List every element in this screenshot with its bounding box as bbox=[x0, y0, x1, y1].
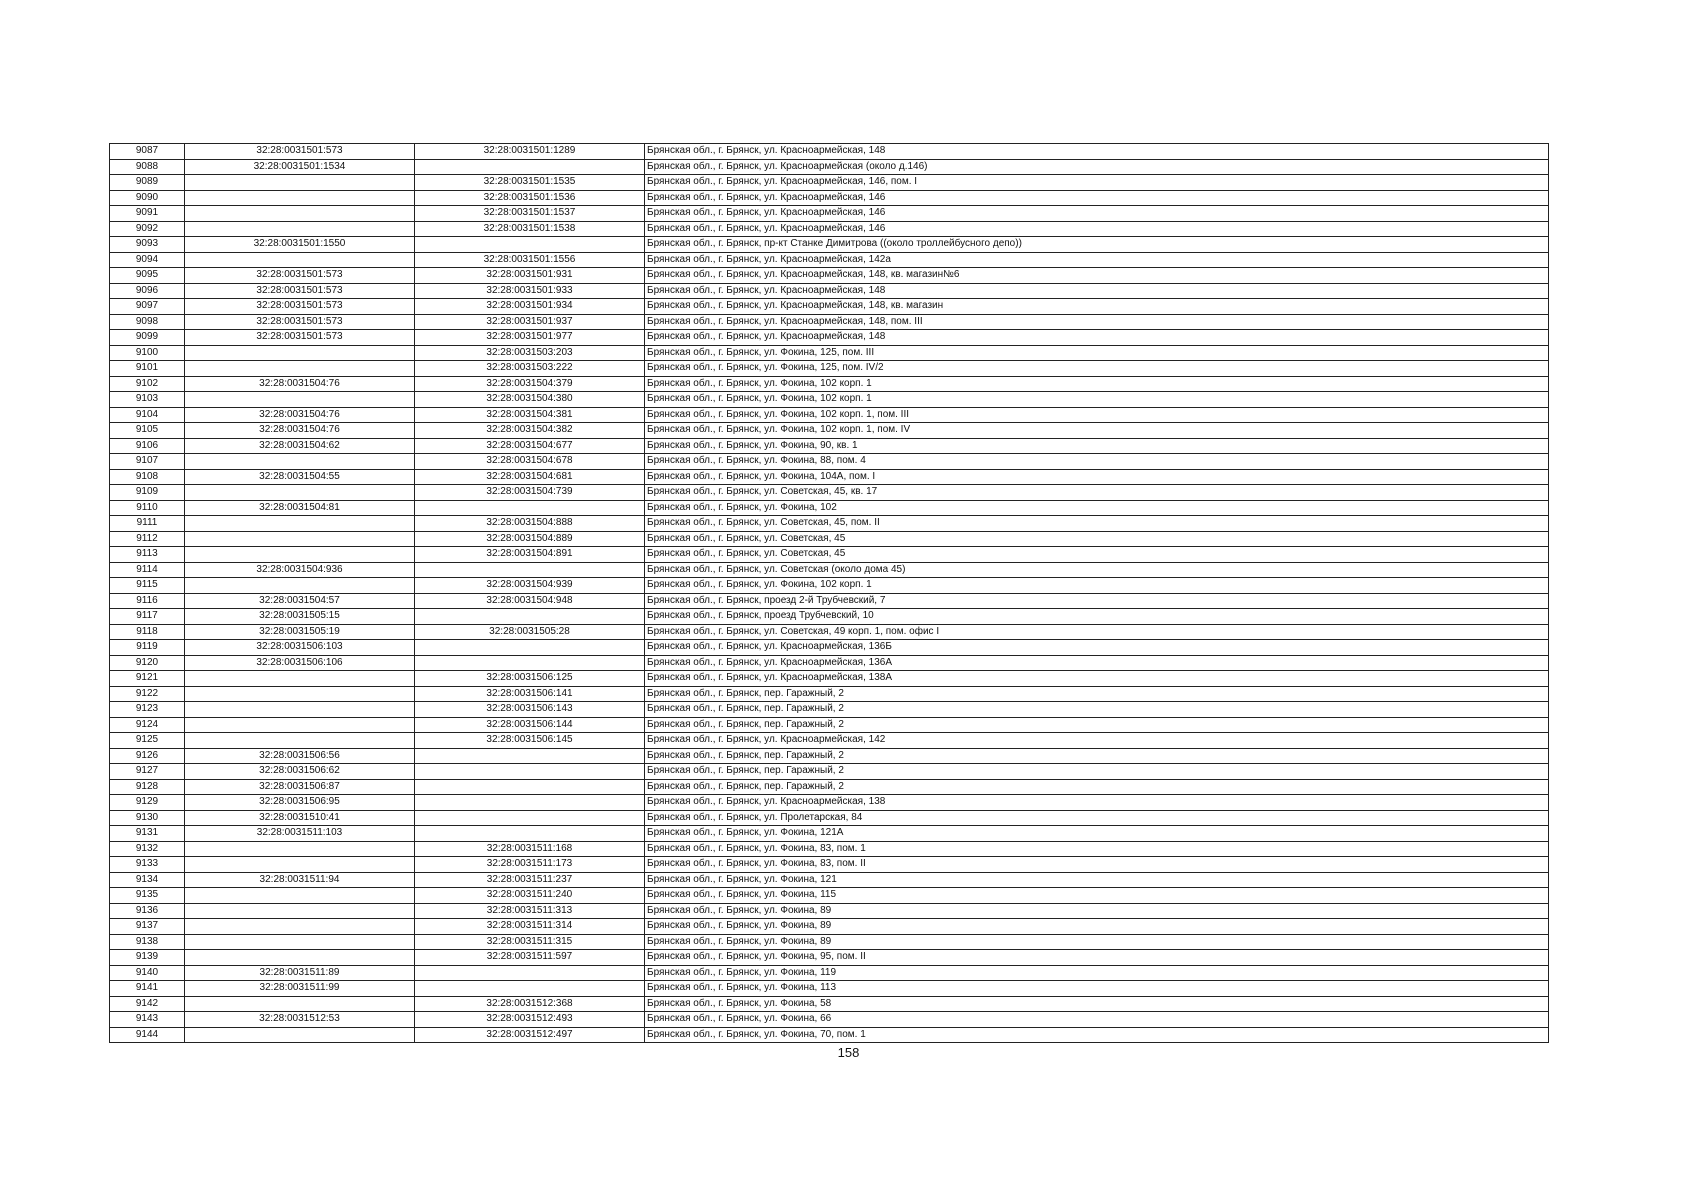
object-cadastral-cell: 32:28:0031504:891 bbox=[415, 547, 645, 563]
row-number-cell: 9120 bbox=[110, 655, 185, 671]
land-plot-cadastral-cell: 32:28:0031506:62 bbox=[185, 764, 415, 780]
table-row bbox=[110, 1027, 1549, 1043]
address-cell: Брянская обл., г. Брянск, ул. Красноармейская, 148, пом. III bbox=[645, 314, 1549, 330]
table-row bbox=[110, 252, 1549, 268]
address-cell: Брянская обл., г. Брянск, ул. Красноармейская, 148 bbox=[645, 144, 1549, 160]
address-cell: Брянская обл., г. Брянск, ул. Красноармейская, 148, кв. магазин bbox=[645, 299, 1549, 315]
table-row bbox=[110, 175, 1549, 191]
row-number-cell: 9089 bbox=[110, 175, 185, 191]
land-plot-cadastral-cell bbox=[185, 841, 415, 857]
object-cadastral-cell: 32:28:0031506:143 bbox=[415, 702, 645, 718]
row-number-cell: 9099 bbox=[110, 330, 185, 346]
address-cell: Брянская обл., г. Брянск, пер. Гаражный, 2 bbox=[645, 717, 1549, 733]
address-cell: Брянская обл., г. Брянск, ул. Фокина, 66 bbox=[645, 1012, 1549, 1028]
row-number-cell: 9136 bbox=[110, 903, 185, 919]
land-plot-cadastral-cell bbox=[185, 485, 415, 501]
row-number-cell: 9090 bbox=[110, 190, 185, 206]
table-row bbox=[110, 748, 1549, 764]
row-number-cell: 9131 bbox=[110, 826, 185, 842]
table-row bbox=[110, 826, 1549, 842]
object-cadastral-cell bbox=[415, 655, 645, 671]
table-row bbox=[110, 159, 1549, 175]
table-row bbox=[110, 1012, 1549, 1028]
table-row bbox=[110, 268, 1549, 284]
address-cell: Брянская обл., г. Брянск, ул. Фокина, 89 bbox=[645, 919, 1549, 935]
row-number-cell: 9117 bbox=[110, 609, 185, 625]
address-cell: Брянская обл., г. Брянск, пер. Гаражный, 2 bbox=[645, 702, 1549, 718]
address-cell: Брянская обл., г. Брянск, ул. Фокина, 102 корп. 1 bbox=[645, 376, 1549, 392]
object-cadastral-cell bbox=[415, 237, 645, 253]
address-cell: Брянская обл., г. Брянск, ул. Фокина, 102 корп. 1, пом. IV bbox=[645, 423, 1549, 439]
land-plot-cadastral-cell: 32:28:0031501:573 bbox=[185, 283, 415, 299]
row-number-cell: 9091 bbox=[110, 206, 185, 222]
row-number-cell: 9143 bbox=[110, 1012, 185, 1028]
address-cell: Брянская обл., г. Брянск, ул. Красноармейская, 138 bbox=[645, 795, 1549, 811]
row-number-cell: 9133 bbox=[110, 857, 185, 873]
object-cadastral-cell bbox=[415, 810, 645, 826]
object-cadastral-cell: 32:28:0031511:313 bbox=[415, 903, 645, 919]
object-cadastral-cell bbox=[415, 795, 645, 811]
land-plot-cadastral-cell bbox=[185, 392, 415, 408]
land-plot-cadastral-cell bbox=[185, 671, 415, 687]
object-cadastral-cell: 32:28:0031511:168 bbox=[415, 841, 645, 857]
table-row bbox=[110, 795, 1549, 811]
object-cadastral-cell: 32:28:0031504:677 bbox=[415, 438, 645, 454]
land-plot-cadastral-cell bbox=[185, 578, 415, 594]
table-row bbox=[110, 407, 1549, 423]
address-cell: Брянская обл., г. Брянск, ул. Фокина, 121А bbox=[645, 826, 1549, 842]
row-number-cell: 9088 bbox=[110, 159, 185, 175]
address-cell: Брянская обл., г. Брянск, ул. Фокина, 83, пом. 1 bbox=[645, 841, 1549, 857]
address-cell: Брянская обл., г. Брянск, ул. Фокина, 104А, пом. I bbox=[645, 469, 1549, 485]
land-plot-cadastral-cell bbox=[185, 950, 415, 966]
address-cell: Брянская обл., г. Брянск, ул. Красноармейская, 146 bbox=[645, 221, 1549, 237]
object-cadastral-cell: 32:28:0031504:939 bbox=[415, 578, 645, 594]
object-cadastral-cell: 32:28:0031501:933 bbox=[415, 283, 645, 299]
table-row bbox=[110, 562, 1549, 578]
row-number-cell: 9134 bbox=[110, 872, 185, 888]
land-plot-cadastral-cell bbox=[185, 516, 415, 532]
table-row bbox=[110, 981, 1549, 997]
address-cell: Брянская обл., г. Брянск, ул. Советская, 49 корп. 1, пом. офис I bbox=[645, 624, 1549, 640]
table-row bbox=[110, 903, 1549, 919]
object-cadastral-cell: 32:28:0031501:937 bbox=[415, 314, 645, 330]
table-row bbox=[110, 872, 1549, 888]
land-plot-cadastral-cell bbox=[185, 717, 415, 733]
table-body bbox=[110, 144, 1549, 1043]
object-cadastral-cell: 32:28:0031506:125 bbox=[415, 671, 645, 687]
address-cell: Брянская обл., г. Брянск, ул. Фокина, 90, кв. 1 bbox=[645, 438, 1549, 454]
table-row bbox=[110, 314, 1549, 330]
address-cell: Брянская обл., г. Брянск, ул. Фокина, 102 корп. 1 bbox=[645, 578, 1549, 594]
land-plot-cadastral-cell: 32:28:0031506:87 bbox=[185, 779, 415, 795]
table-row bbox=[110, 376, 1549, 392]
address-cell: Брянская обл., г. Брянск, ул. Красноармейская, 142а bbox=[645, 252, 1549, 268]
land-plot-cadastral-cell: 32:28:0031511:89 bbox=[185, 965, 415, 981]
object-cadastral-cell: 32:28:0031504:678 bbox=[415, 454, 645, 470]
land-plot-cadastral-cell: 32:28:0031501:1550 bbox=[185, 237, 415, 253]
land-plot-cadastral-cell bbox=[185, 221, 415, 237]
object-cadastral-cell: 32:28:0031511:315 bbox=[415, 934, 645, 950]
land-plot-cadastral-cell bbox=[185, 934, 415, 950]
object-cadastral-cell: 32:28:0031501:1289 bbox=[415, 144, 645, 160]
object-cadastral-cell: 32:28:0031501:1536 bbox=[415, 190, 645, 206]
row-number-cell: 9106 bbox=[110, 438, 185, 454]
address-cell: Брянская обл., г. Брянск, ул. Красноармейская, 148 bbox=[645, 283, 1549, 299]
object-cadastral-cell: 32:28:0031501:1535 bbox=[415, 175, 645, 191]
object-cadastral-cell: 32:28:0031503:222 bbox=[415, 361, 645, 377]
address-cell: Брянская обл., г. Брянск, ул. Фокина, 102 корп. 1 bbox=[645, 392, 1549, 408]
address-cell: Брянская обл., г. Брянск, ул. Фокина, 89 bbox=[645, 903, 1549, 919]
object-cadastral-cell bbox=[415, 779, 645, 795]
object-cadastral-cell: 32:28:0031511:240 bbox=[415, 888, 645, 904]
land-plot-cadastral-cell bbox=[185, 903, 415, 919]
land-plot-cadastral-cell: 32:28:0031511:103 bbox=[185, 826, 415, 842]
object-cadastral-cell: 32:28:0031504:948 bbox=[415, 593, 645, 609]
object-cadastral-cell: 32:28:0031504:380 bbox=[415, 392, 645, 408]
address-cell: Брянская обл., г. Брянск, ул. Красноармейская, 148, кв. магазин№6 bbox=[645, 268, 1549, 284]
row-number-cell: 9141 bbox=[110, 981, 185, 997]
table-row bbox=[110, 283, 1549, 299]
row-number-cell: 9119 bbox=[110, 640, 185, 656]
land-plot-cadastral-cell bbox=[185, 733, 415, 749]
object-cadastral-cell bbox=[415, 981, 645, 997]
table-row bbox=[110, 469, 1549, 485]
row-number-cell: 9137 bbox=[110, 919, 185, 935]
land-plot-cadastral-cell: 32:28:0031504:55 bbox=[185, 469, 415, 485]
address-cell: Брянская обл., г. Брянск, ул. Красноармейская, 146 bbox=[645, 206, 1549, 222]
land-plot-cadastral-cell: 32:28:0031506:56 bbox=[185, 748, 415, 764]
land-plot-cadastral-cell bbox=[185, 175, 415, 191]
address-cell: Брянская обл., г. Брянск, ул. Красноармейская, 142 bbox=[645, 733, 1549, 749]
address-cell: Брянская обл., г. Брянск, ул. Красноармейская (около д.146) bbox=[645, 159, 1549, 175]
object-cadastral-cell bbox=[415, 609, 645, 625]
land-plot-cadastral-cell: 32:28:0031504:76 bbox=[185, 407, 415, 423]
row-number-cell: 9114 bbox=[110, 562, 185, 578]
table-row bbox=[110, 609, 1549, 625]
land-plot-cadastral-cell: 32:28:0031501:1534 bbox=[185, 159, 415, 175]
land-plot-cadastral-cell: 32:28:0031504:76 bbox=[185, 376, 415, 392]
address-cell: Брянская обл., г. Брянск, ул. Красноармейская, 148 bbox=[645, 330, 1549, 346]
table-row bbox=[110, 516, 1549, 532]
object-cadastral-cell: 32:28:0031504:888 bbox=[415, 516, 645, 532]
row-number-cell: 9135 bbox=[110, 888, 185, 904]
land-plot-cadastral-cell: 32:28:0031501:573 bbox=[185, 299, 415, 315]
address-cell: Брянская обл., г. Брянск, ул. Фокина, 88, пом. 4 bbox=[645, 454, 1549, 470]
land-plot-cadastral-cell bbox=[185, 996, 415, 1012]
table-row bbox=[110, 531, 1549, 547]
row-number-cell: 9116 bbox=[110, 593, 185, 609]
row-number-cell: 9128 bbox=[110, 779, 185, 795]
table-row bbox=[110, 500, 1549, 516]
object-cadastral-cell: 32:28:0031511:597 bbox=[415, 950, 645, 966]
object-cadastral-cell: 32:28:0031501:931 bbox=[415, 268, 645, 284]
address-cell: Брянская обл., г. Брянск, ул. Красноармейская, 138А bbox=[645, 671, 1549, 687]
address-cell: Брянская обл., г. Брянск, ул. Фокина, 121 bbox=[645, 872, 1549, 888]
address-cell: Брянская обл., г. Брянск, ул. Советская, 45, пом. II bbox=[645, 516, 1549, 532]
land-plot-cadastral-cell: 32:28:0031504:76 bbox=[185, 423, 415, 439]
address-cell: Брянская обл., г. Брянск, пер. Гаражный, 2 bbox=[645, 779, 1549, 795]
object-cadastral-cell: 32:28:0031504:382 bbox=[415, 423, 645, 439]
row-number-cell: 9140 bbox=[110, 965, 185, 981]
table-row bbox=[110, 919, 1549, 935]
row-number-cell: 9094 bbox=[110, 252, 185, 268]
table-row bbox=[110, 578, 1549, 594]
address-cell: Брянская обл., г. Брянск, ул. Советская, 45 bbox=[645, 531, 1549, 547]
object-cadastral-cell bbox=[415, 764, 645, 780]
object-cadastral-cell: 32:28:0031504:739 bbox=[415, 485, 645, 501]
land-plot-cadastral-cell: 32:28:0031512:53 bbox=[185, 1012, 415, 1028]
object-cadastral-cell: 32:28:0031501:934 bbox=[415, 299, 645, 315]
address-cell: Брянская обл., г. Брянск, ул. Фокина, 83, пом. II bbox=[645, 857, 1549, 873]
address-cell: Брянская обл., г. Брянск, проезд 2-й Трубчевский, 7 bbox=[645, 593, 1549, 609]
row-number-cell: 9112 bbox=[110, 531, 185, 547]
address-cell: Брянская обл., г. Брянск, ул. Фокина, 102 bbox=[645, 500, 1549, 516]
address-cell: Брянская обл., г. Брянск, ул. Советская (около дома 45) bbox=[645, 562, 1549, 578]
object-cadastral-cell bbox=[415, 826, 645, 842]
address-cell: Брянская обл., г. Брянск, ул. Фокина, 58 bbox=[645, 996, 1549, 1012]
table-row bbox=[110, 810, 1549, 826]
address-cell: Брянская обл., г. Брянск, проезд Трубчевский, 10 bbox=[645, 609, 1549, 625]
land-plot-cadastral-cell bbox=[185, 206, 415, 222]
table-row bbox=[110, 733, 1549, 749]
address-cell: Брянская обл., г. Брянск, ул. Красноармейская, 146 bbox=[645, 190, 1549, 206]
object-cadastral-cell bbox=[415, 500, 645, 516]
row-number-cell: 9111 bbox=[110, 516, 185, 532]
row-number-cell: 9108 bbox=[110, 469, 185, 485]
table-row bbox=[110, 345, 1549, 361]
land-plot-cadastral-cell bbox=[185, 531, 415, 547]
row-number-cell: 9142 bbox=[110, 996, 185, 1012]
object-cadastral-cell: 32:28:0031512:497 bbox=[415, 1027, 645, 1043]
address-cell: Брянская обл., г. Брянск, ул. Фокина, 95, пом. II bbox=[645, 950, 1549, 966]
address-cell: Брянская обл., г. Брянск, ул. Советская, 45, кв. 17 bbox=[645, 485, 1549, 501]
land-plot-cadastral-cell: 32:28:0031506:103 bbox=[185, 640, 415, 656]
land-plot-cadastral-cell: 32:28:0031505:15 bbox=[185, 609, 415, 625]
table-row bbox=[110, 485, 1549, 501]
land-plot-cadastral-cell: 32:28:0031504:57 bbox=[185, 593, 415, 609]
land-plot-cadastral-cell: 32:28:0031511:99 bbox=[185, 981, 415, 997]
row-number-cell: 9093 bbox=[110, 237, 185, 253]
row-number-cell: 9130 bbox=[110, 810, 185, 826]
land-plot-cadastral-cell: 32:28:0031504:62 bbox=[185, 438, 415, 454]
land-plot-cadastral-cell: 32:28:0031501:573 bbox=[185, 330, 415, 346]
object-cadastral-cell: 32:28:0031501:977 bbox=[415, 330, 645, 346]
land-plot-cadastral-cell bbox=[185, 190, 415, 206]
row-number-cell: 9087 bbox=[110, 144, 185, 160]
row-number-cell: 9097 bbox=[110, 299, 185, 315]
row-number-cell: 9127 bbox=[110, 764, 185, 780]
land-plot-cadastral-cell: 32:28:0031501:573 bbox=[185, 314, 415, 330]
table-row bbox=[110, 438, 1549, 454]
row-number-cell: 9103 bbox=[110, 392, 185, 408]
row-number-cell: 9138 bbox=[110, 934, 185, 950]
land-plot-cadastral-cell: 32:28:0031504:81 bbox=[185, 500, 415, 516]
row-number-cell: 9100 bbox=[110, 345, 185, 361]
row-number-cell: 9121 bbox=[110, 671, 185, 687]
row-number-cell: 9095 bbox=[110, 268, 185, 284]
object-cadastral-cell: 32:28:0031512:493 bbox=[415, 1012, 645, 1028]
table-row bbox=[110, 221, 1549, 237]
row-number-cell: 9113 bbox=[110, 547, 185, 563]
row-number-cell: 9144 bbox=[110, 1027, 185, 1043]
land-plot-cadastral-cell bbox=[185, 454, 415, 470]
object-cadastral-cell bbox=[415, 640, 645, 656]
table-row bbox=[110, 996, 1549, 1012]
row-number-cell: 9118 bbox=[110, 624, 185, 640]
object-cadastral-cell: 32:28:0031501:1538 bbox=[415, 221, 645, 237]
land-plot-cadastral-cell: 32:28:0031510:41 bbox=[185, 810, 415, 826]
row-number-cell: 9123 bbox=[110, 702, 185, 718]
row-number-cell: 9107 bbox=[110, 454, 185, 470]
row-number-cell: 9124 bbox=[110, 717, 185, 733]
table-row bbox=[110, 686, 1549, 702]
table-row bbox=[110, 888, 1549, 904]
address-cell: Брянская обл., г. Брянск, пер. Гаражный, 2 bbox=[645, 748, 1549, 764]
land-plot-cadastral-cell bbox=[185, 702, 415, 718]
address-cell: Брянская обл., г. Брянск, ул. Фокина, 119 bbox=[645, 965, 1549, 981]
object-cadastral-cell bbox=[415, 748, 645, 764]
object-cadastral-cell: 32:28:0031506:145 bbox=[415, 733, 645, 749]
table-row bbox=[110, 206, 1549, 222]
land-plot-cadastral-cell: 32:28:0031501:573 bbox=[185, 268, 415, 284]
land-plot-cadastral-cell: 32:28:0031506:95 bbox=[185, 795, 415, 811]
address-cell: Брянская обл., г. Брянск, ул. Фокина, 89 bbox=[645, 934, 1549, 950]
address-cell: Брянская обл., г. Брянск, ул. Советская, 45 bbox=[645, 547, 1549, 563]
row-number-cell: 9125 bbox=[110, 733, 185, 749]
object-cadastral-cell: 32:28:0031511:237 bbox=[415, 872, 645, 888]
row-number-cell: 9110 bbox=[110, 500, 185, 516]
table-row bbox=[110, 624, 1549, 640]
table-row bbox=[110, 547, 1549, 563]
object-cadastral-cell: 32:28:0031503:203 bbox=[415, 345, 645, 361]
object-cadastral-cell: 32:28:0031501:1556 bbox=[415, 252, 645, 268]
table-row bbox=[110, 764, 1549, 780]
row-number-cell: 9129 bbox=[110, 795, 185, 811]
object-cadastral-cell: 32:28:0031511:314 bbox=[415, 919, 645, 935]
address-cell: Брянская обл., г. Брянск, ул. Фокина, 125, пом. III bbox=[645, 345, 1549, 361]
object-cadastral-cell bbox=[415, 965, 645, 981]
object-cadastral-cell: 32:28:0031506:144 bbox=[415, 717, 645, 733]
property-register-table bbox=[109, 143, 1549, 1043]
land-plot-cadastral-cell bbox=[185, 361, 415, 377]
page-number: 158 bbox=[837, 1045, 860, 1060]
table-row bbox=[110, 965, 1549, 981]
land-plot-cadastral-cell: 32:28:0031504:936 bbox=[185, 562, 415, 578]
table-row bbox=[110, 454, 1549, 470]
row-number-cell: 9122 bbox=[110, 686, 185, 702]
land-plot-cadastral-cell bbox=[185, 547, 415, 563]
address-cell: Брянская обл., г. Брянск, ул. Фокина, 113 bbox=[645, 981, 1549, 997]
land-plot-cadastral-cell: 32:28:0031506:106 bbox=[185, 655, 415, 671]
object-cadastral-cell: 32:28:0031504:381 bbox=[415, 407, 645, 423]
address-cell: Брянская обл., г. Брянск, ул. Красноармейская, 146, пом. I bbox=[645, 175, 1549, 191]
land-plot-cadastral-cell: 32:28:0031511:94 bbox=[185, 872, 415, 888]
table-row bbox=[110, 779, 1549, 795]
table-row bbox=[110, 702, 1549, 718]
row-number-cell: 9126 bbox=[110, 748, 185, 764]
address-cell: Брянская обл., г. Брянск, ул. Фокина, 115 bbox=[645, 888, 1549, 904]
table-row bbox=[110, 299, 1549, 315]
table-row bbox=[110, 640, 1549, 656]
table-row bbox=[110, 717, 1549, 733]
land-plot-cadastral-cell: 32:28:0031501:573 bbox=[185, 144, 415, 160]
table-row bbox=[110, 423, 1549, 439]
address-cell: Брянская обл., г. Брянск, ул. Фокина, 70, пом. 1 bbox=[645, 1027, 1549, 1043]
object-cadastral-cell: 32:28:0031505:28 bbox=[415, 624, 645, 640]
row-number-cell: 9109 bbox=[110, 485, 185, 501]
table-row bbox=[110, 934, 1549, 950]
table-row bbox=[110, 655, 1549, 671]
row-number-cell: 9101 bbox=[110, 361, 185, 377]
table-row bbox=[110, 144, 1549, 160]
row-number-cell: 9092 bbox=[110, 221, 185, 237]
object-cadastral-cell: 32:28:0031504:681 bbox=[415, 469, 645, 485]
address-cell: Брянская обл., г. Брянск, ул. Пролетарская, 84 bbox=[645, 810, 1549, 826]
land-plot-cadastral-cell bbox=[185, 1027, 415, 1043]
table-row bbox=[110, 392, 1549, 408]
land-plot-cadastral-cell bbox=[185, 686, 415, 702]
land-plot-cadastral-cell bbox=[185, 345, 415, 361]
object-cadastral-cell bbox=[415, 159, 645, 175]
row-number-cell: 9102 bbox=[110, 376, 185, 392]
address-cell: Брянская обл., г. Брянск, ул. Фокина, 125, пом. IV/2 bbox=[645, 361, 1549, 377]
address-cell: Брянская обл., г. Брянск, пер. Гаражный, 2 bbox=[645, 686, 1549, 702]
table-row bbox=[110, 857, 1549, 873]
table-row bbox=[110, 237, 1549, 253]
object-cadastral-cell: 32:28:0031506:141 bbox=[415, 686, 645, 702]
address-cell: Брянская обл., г. Брянск, ул. Красноармейская, 136Б bbox=[645, 640, 1549, 656]
object-cadastral-cell: 32:28:0031511:173 bbox=[415, 857, 645, 873]
address-cell: Брянская обл., г. Брянск, ул. Фокина, 102 корп. 1, пом. III bbox=[645, 407, 1549, 423]
table-row bbox=[110, 330, 1549, 346]
object-cadastral-cell: 32:28:0031504:379 bbox=[415, 376, 645, 392]
address-cell: Брянская обл., г. Брянск, пер. Гаражный, 2 bbox=[645, 764, 1549, 780]
address-cell: Брянская обл., г. Брянск, пр-кт Станке Димитрова ((около троллейбусного депо)) bbox=[645, 237, 1549, 253]
table-row bbox=[110, 593, 1549, 609]
land-plot-cadastral-cell bbox=[185, 857, 415, 873]
object-cadastral-cell bbox=[415, 562, 645, 578]
table-row bbox=[110, 190, 1549, 206]
row-number-cell: 9105 bbox=[110, 423, 185, 439]
row-number-cell: 9104 bbox=[110, 407, 185, 423]
object-cadastral-cell: 32:28:0031512:368 bbox=[415, 996, 645, 1012]
table-row bbox=[110, 671, 1549, 687]
object-cadastral-cell: 32:28:0031501:1537 bbox=[415, 206, 645, 222]
land-plot-cadastral-cell bbox=[185, 888, 415, 904]
table-row bbox=[110, 841, 1549, 857]
land-plot-cadastral-cell bbox=[185, 252, 415, 268]
row-number-cell: 9132 bbox=[110, 841, 185, 857]
address-cell: Брянская обл., г. Брянск, ул. Красноармейская, 136А bbox=[645, 655, 1549, 671]
table-row bbox=[110, 950, 1549, 966]
table-row bbox=[110, 361, 1549, 377]
object-cadastral-cell: 32:28:0031504:889 bbox=[415, 531, 645, 547]
row-number-cell: 9115 bbox=[110, 578, 185, 594]
land-plot-cadastral-cell bbox=[185, 919, 415, 935]
row-number-cell: 9096 bbox=[110, 283, 185, 299]
land-plot-cadastral-cell: 32:28:0031505:19 bbox=[185, 624, 415, 640]
row-number-cell: 9139 bbox=[110, 950, 185, 966]
row-number-cell: 9098 bbox=[110, 314, 185, 330]
